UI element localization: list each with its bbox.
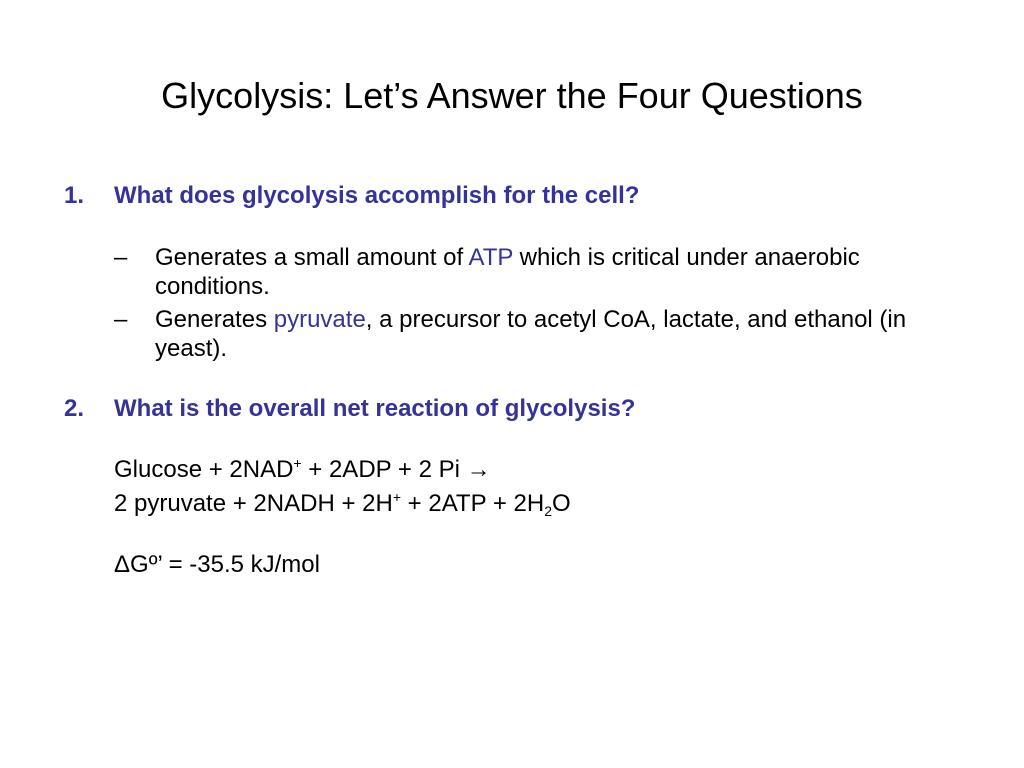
bullet-dash: – (114, 306, 128, 333)
question-1-text: What does glycolysis accomplish for the cell? (114, 182, 640, 209)
question-2-text: What is the overall net reaction of glycolysis? (114, 395, 636, 422)
bullet-atp (114, 243, 914, 301)
question-2-number: 2. (64, 395, 85, 422)
delta-g-value: ΔGº’ = -35.5 kJ/mol (114, 551, 320, 578)
reaction-products-rest: + 2ATP + 2H (401, 490, 545, 517)
reaction-reactants-rest: + 2ADP + 2 Pi → (301, 456, 491, 483)
slide-title: Glycolysis: Let’s Answer the Four Questions (161, 75, 863, 116)
bullet-pyruvate (114, 305, 914, 363)
bullet-text (155, 243, 914, 301)
reaction-products: 2 pyruvate + 2NADH + 2H (114, 490, 393, 517)
reaction-reactants: Glucose + 2NAD (114, 456, 294, 483)
bullet-text-after: , a precursor to acetyl CoA, lactate, and ethanol (in yeast). (155, 306, 907, 362)
reaction-line-2 (114, 489, 571, 519)
highlight-pyruvate: pyruvate (273, 306, 366, 333)
question-2 (64, 394, 635, 424)
bullet-text-before: Generates (155, 306, 274, 333)
water-subscript: 2 (544, 503, 552, 519)
bullet-dash: – (114, 244, 128, 271)
water-oxygen: O (552, 490, 571, 517)
question-1 (64, 181, 639, 211)
bullet-text-after: which is critical under anaerobic conditions. (155, 244, 860, 300)
nad-charge: + (293, 455, 302, 471)
bullet-text (155, 305, 914, 363)
highlight-atp: ATP (468, 244, 513, 271)
bullet-text-before: Generates a small amount of (155, 244, 469, 271)
proton-charge: + (392, 489, 401, 505)
question-1-number: 1. (64, 182, 85, 209)
reaction-line-1 (114, 455, 491, 485)
